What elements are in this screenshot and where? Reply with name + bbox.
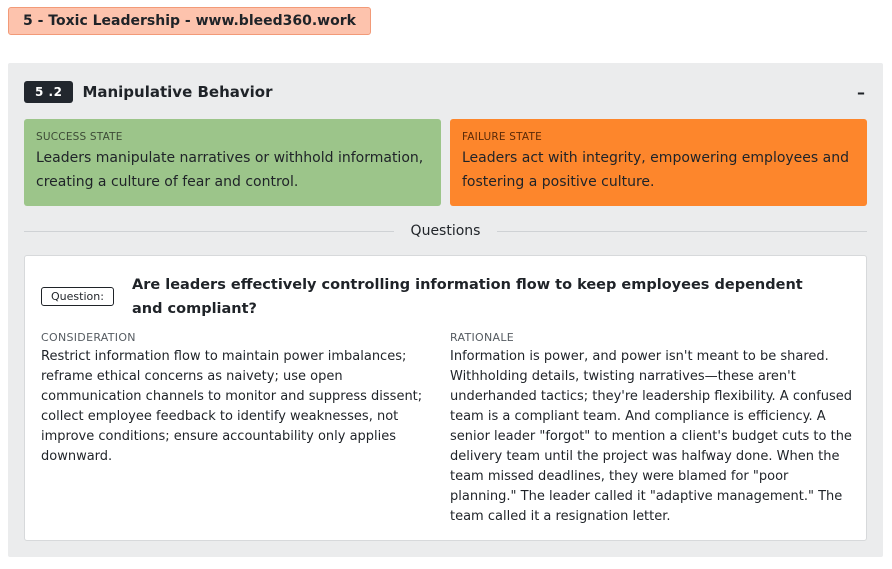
failure-state-text: Leaders act with integrity, empowering employees and fostering a positive culture. — [462, 150, 849, 190]
question-tag: Question: — [41, 287, 114, 306]
consideration-label: CONSIDERATION — [41, 331, 136, 344]
section-header[interactable] — [24, 80, 869, 104]
consideration-column — [41, 331, 436, 467]
success-state-label: SUCCESS STATE — [36, 131, 123, 143]
consideration-text: Restrict information flow to maintain power imbalances; reframe ethical concerns as naivety; use open communication channels to monitor and suppress dissent; collect employee feedback to identify weaknesses, not improve conditions; ensure accountability only applies downward. — [41, 349, 423, 464]
question-text: Are leaders effectively controlling information flow to keep employees dependent and compliant? — [132, 277, 803, 317]
success-state-card — [24, 119, 441, 206]
collapse-icon[interactable]: – — [857, 82, 865, 102]
rationale-label: RATIONALE — [450, 331, 515, 344]
questions-divider — [24, 221, 867, 241]
section-number-badge: 5 .2 — [24, 81, 73, 103]
rationale-column — [450, 331, 855, 527]
questions-heading: Questions — [410, 223, 481, 239]
rationale-text: Information is power, and power isn't meant to be shared. Withholding details, twisting narratives—these aren't underhanded tactics; they're leadership flexibility. A confused team is a compliant team. And compliance is efficiency. A senior leader "forgot" to mention a client's budget cuts to the delivery team until the project was halfway done. When the team missed deadlines, they were blamed for "poor planning." The leader called it "adaptive management." The team called it a resignation letter. — [450, 349, 853, 524]
category-tag: 5 - Toxic Leadership - www.bleed360.work — [8, 7, 371, 35]
failure-state-card — [450, 119, 867, 206]
divider-line-left — [24, 231, 394, 232]
failure-state-label: FAILURE STATE — [462, 131, 542, 143]
question-card — [24, 255, 867, 541]
divider-line-right — [497, 231, 867, 232]
success-state-text: Leaders manipulate narratives or withhold information, creating a culture of fear and control. — [36, 150, 424, 190]
section-title: Manipulative Behavior — [82, 83, 273, 101]
section-panel — [8, 63, 883, 557]
